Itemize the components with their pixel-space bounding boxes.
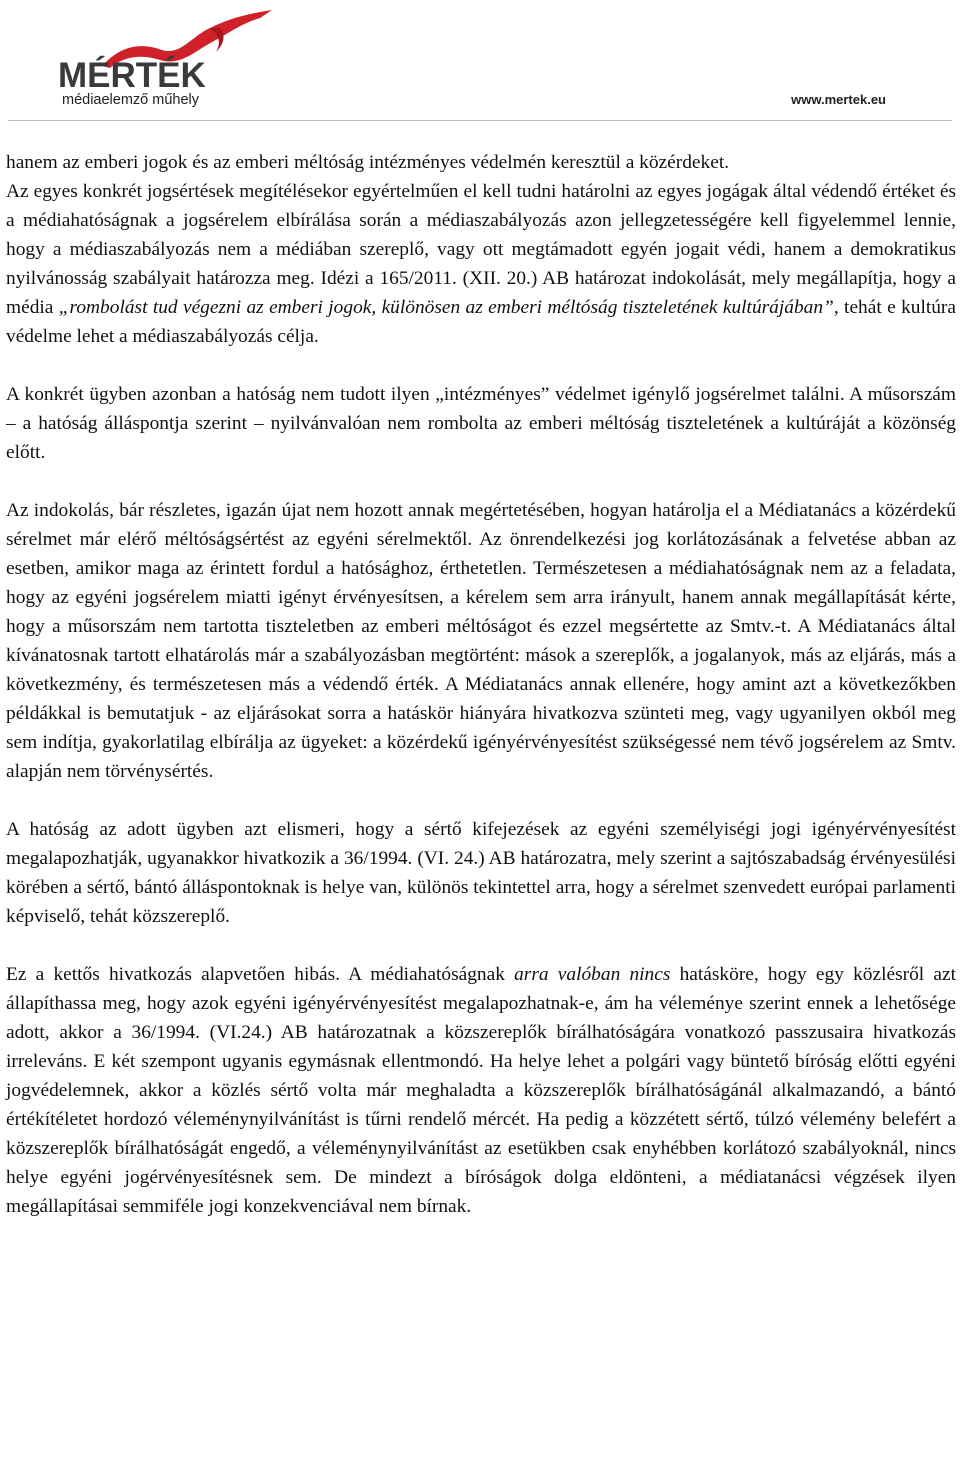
paragraph-1-quote: „rombolást tud végezni az emberi jogok, különösen az emberi méltóság tiszteletének kultúrájában” [58, 297, 834, 318]
paragraph-5-text: Ez a kettős hivatkozás alapvetően hibás. A médiahatóságnak [6, 964, 515, 985]
paragraph-4: A hatóság az adott ügyben azt elismeri, hogy a sértő kifejezések az egyéni személyiségi jogi igényérvényesítést megalapozhatják, ugyanakkor hivatkozik a 36/1994. (VI. 24.) AB határozatra, mely szerint a sajtószabadság érvényesülési körében a sértő, bántó álláspontoknak is helye van, különös tekintettel arra, hogy a sérelmet szenvedett európai parlamenti képviselő, tehát közszereplő. [6, 819, 956, 927]
page-header [0, 0, 960, 140]
website-url[interactable]: www.mertek.eu [791, 92, 886, 107]
document-body [6, 148, 956, 1250]
paragraph-1-tail: , tehát e kultúra védelme lehet a médiaszabályozás célja. [6, 297, 956, 347]
logo-subtitle: médiaelemző műhely [62, 92, 200, 108]
logo-wordmark: MÉRTÉK [58, 56, 206, 95]
header-divider [8, 120, 952, 121]
paragraph-1-continued-line: hanem az emberi jogok és az emberi méltóság intézményes védelmén keresztül a közérdeket. [6, 152, 730, 173]
paragraph-2: A konkrét ügyben azonban a hatóság nem tudott ilyen „intézményes” védelmet igénylő jogsérelmet találni. A műsorszám – a hatóság álláspontja szerint – nyilvánvalóan nem rombolta az emberi méltóság tiszteletének a kultúráját a közönség előtt. [6, 384, 956, 463]
paragraph-5-emphasis: arra valóban nincs [514, 964, 671, 985]
paragraph-1-text: Az egyes konkrét jogsértések megítélésekor egyértelműen el kell tudni határolni az egyes jogágak által védendő értéket és a médiahatóságnak a jogsérelem elbírálása során a médiaszabályozás azon jellegzetességére kell figyelemmel lennie, hogy a médiaszabályozás nem a médiában szereplő, vagy ott megtámadott egyén jogait védi, hanem a demokratikus nyilvánosság szabályait határozza meg. Idézi a 165/2011. (XII. 20.) AB határozat indokolását, mely megállapítja, hogy a média [6, 181, 956, 318]
paragraph-3: Az indokolás, bár részletes, igazán újat nem hozott annak megértetésében, hogyan határolja el a Médiatanács a közérdekű sérelmet már elérő méltóságsértést az egyéni sérelmektől. Az önrendelkezési jog korlátozásának a felvetése abban az esetben, amikor maga az érintett fordul a hatósághoz, érthetetlen. Természetesen a médiahatóságnak nem az a feladata, hogy az egyéni jogsérelem miatti igényt érvényesítsen, a kérelem sem arra irányult, hanem annak megállapítását kérte, hogy a műsorszám nem tartotta tiszteletben az emberi méltóságot és ezzel megsértette az Smtv.-t. A Médiatanács által kívánatosnak tartott elhatárolás már a szabályozásban megtörtént: mások a szereplők, a jogalanyok, más az eljárás, más a következmény, és természetesen más a védendő érték. A Médiatanács annak ellenére, hogy amint azt a következőkben példákkal is bemutatjuk - az eljárásokat sorra a hatáskör hiányára hivatkozva szünteti meg, vagy ugyanilyen okból meg sem indítja, gyakorlatilag elbírálja az ügyeket: a közérdekű igényérvényesítést szükségessé nem tévő jogsérelem az Smtv. alapján nem törvénysértés. [6, 500, 956, 782]
paragraph-1 [6, 148, 956, 351]
paragraph-5-tail: hatásköre, hogy egy közlésről azt állapíthassa meg, hogy azok egyéni igényérvényesítést megalapozhatnak-e, ám ha véleménye szerint ennek a lehetősége adott, akkor a 36/1994. (VI.24.) AB határozatnak a közszereplők bírálhatóságára vonatkozó passzusaira hivatkozás irreleváns. E két szempont ugyanis egymásnak ellentmondó. Ha helye lehet a polgári vagy büntető bíróság előtti egyéni jogvédelemnek, akkor a közlés sértő volta már meghaladta a közszereplők bírálhatóságánál alkalmazandó, a bántó értékítéletet hordozó véleménynyilvánítást is tűrni rendelő mércét. Ha pedig a közzétett sértő, túlzó vélemény belefért a közszereplők bírálhatóságát engedő, a véleménynyilvánítást az esetükben csak enyhébben korlátozó szabályoknál, nincs helye egyéni jogérvényesítésnek sem. De mindezt a bíróságok dolga eldönteni, a médiatanácsi végzések ilyen megállapításai semmiféle jogi konzekvenciával nem bírnak. [6, 964, 956, 1217]
mertek-logo [52, 6, 242, 106]
paragraph-5 [6, 960, 956, 1221]
